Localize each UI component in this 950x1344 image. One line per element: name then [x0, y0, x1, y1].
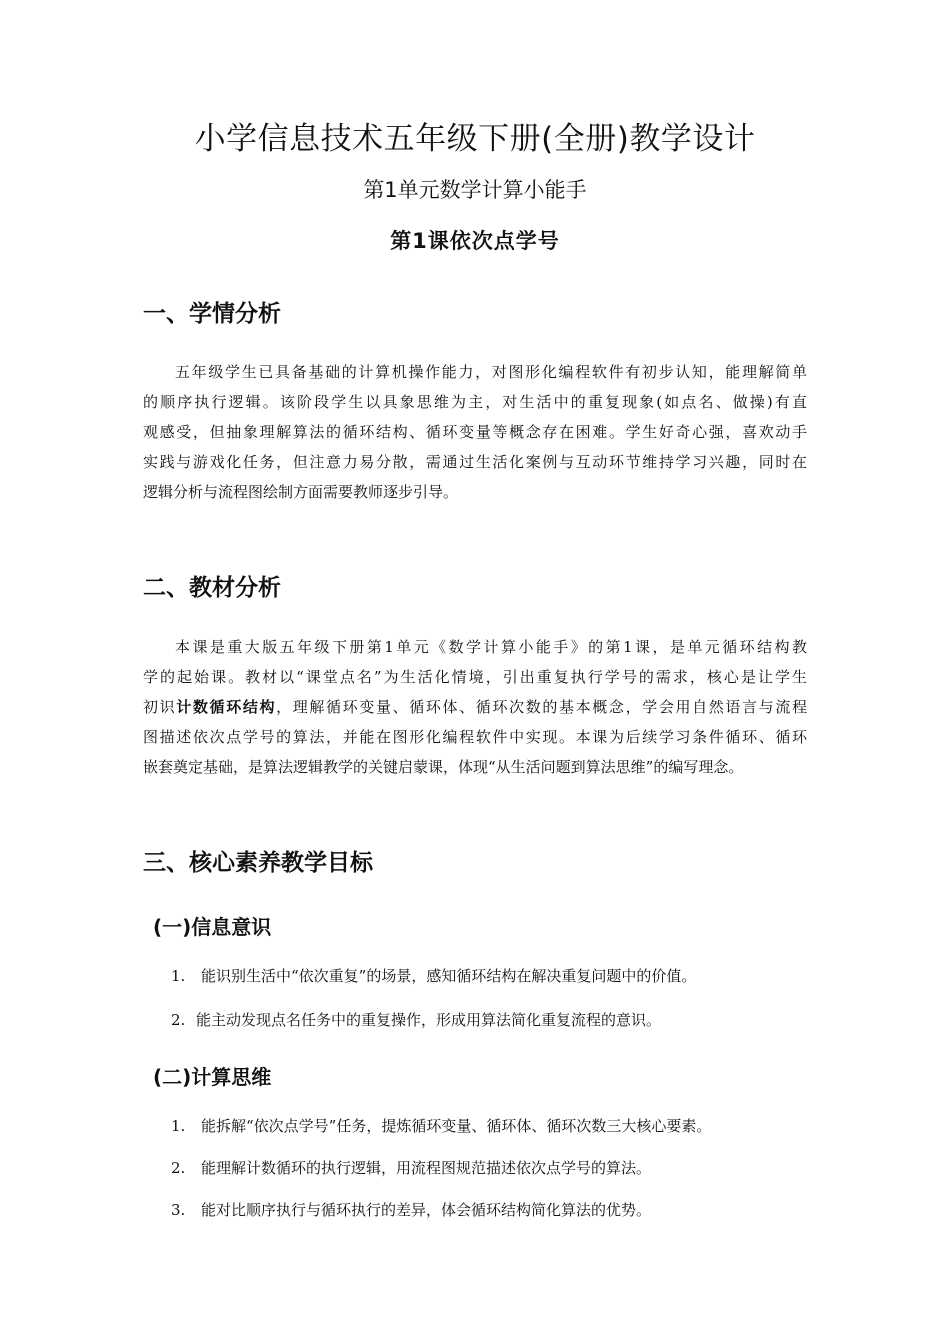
paragraph-text: 初识 [143, 698, 177, 716]
section-heading-core-goals: 三、核心素养教学目标 [143, 850, 373, 876]
section-heading-learner-analysis: 一、学情分析 [143, 301, 281, 327]
list-item-text: 能对比顺序执行与循环执行的差异，体会循环结构简化算法的优势。 [201, 1201, 652, 1219]
document-title: 小学信息技术五年级下册(全册)教学设计 [194, 121, 756, 157]
list-item-text: 能理解计数循环的执行逻辑，用流程图规范描述依次点学号的算法。 [201, 1159, 652, 1177]
paragraph-line: 嵌套奠定基础，是算法逻辑教学的关键启蒙课，体现“从生活问题到算法思维”的编写理念。 [143, 758, 744, 776]
lesson-title: 第1课依次点学号 [390, 229, 560, 253]
list-item-text: 能识别生活中“依次重复”的场景，感知循环结构在解决重复问题中的价值。 [201, 967, 697, 985]
paragraph-line: 观感受，但抽象理解算法的循环结构、循环变量等概念存在困难。学生好奇心强，喜欢动手 [143, 423, 807, 441]
paragraph-line: 的顺序执行逻辑。该阶段学生以具象思维为主，对生活中的重复现象(如点名、做操)有直 [143, 393, 807, 411]
list-item [171, 1008, 661, 1032]
emphasis-text: 计数循环结构 [176, 698, 277, 716]
list-item-text: 能拆解“依次点学号”任务，提炼循环变量、循环体、循环次数三大核心要素。 [201, 1117, 712, 1135]
subsection-heading-computational-thinking: (二)计算思维 [153, 1065, 272, 1089]
list-item-number: 2. [171, 1159, 186, 1177]
list-item [171, 1114, 711, 1138]
paragraph-line: 本课是重大版五年级下册第1单元《数学计算小能手》的第1课，是单元循环结构教 [175, 638, 807, 656]
list-item-number: 1. [171, 1117, 186, 1135]
list-item-number: 1. [171, 967, 186, 985]
list-item [171, 964, 696, 988]
textbook-analysis-paragraph [143, 632, 807, 782]
list-item [171, 1198, 651, 1222]
paragraph-line [143, 692, 807, 722]
list-item-number: 3. [171, 1201, 186, 1219]
list-item-number: 2. [171, 1011, 186, 1029]
paragraph-line: 五年级学生已具备基础的计算机操作能力，对图形化编程软件有初步认知，能理解简单 [175, 363, 807, 381]
paragraph-line: 学的起始课。教材以“课堂点名”为生活化情境，引出重复执行学号的需求，核心是让学生 [143, 668, 807, 686]
paragraph-line: 图描述依次点学号的算法，并能在图形化编程软件中实现。本课为后续学习条件循环、循环 [143, 728, 807, 746]
section-heading-textbook-analysis: 二、教材分析 [143, 575, 281, 601]
paragraph-text: ，理解循环变量、循环体、循环次数的基本概念，学会用自然语言与流程 [276, 698, 807, 716]
learner-analysis-paragraph [143, 357, 807, 507]
paragraph-line: 实践与游戏化任务，但注意力易分散，需通过生活化案例与互动环节维持学习兴趣，同时在 [143, 453, 807, 471]
list-item [171, 1156, 651, 1180]
subsection-heading-information-awareness: (一)信息意识 [153, 915, 272, 939]
unit-title: 第1单元数学计算小能手 [363, 178, 587, 202]
list-item-text: 能主动发现点名任务中的重复操作，形成用算法简化重复流程的意识。 [196, 1011, 662, 1029]
paragraph-line: 逻辑分析与流程图绘制方面需要教师逐步引导。 [143, 483, 459, 501]
